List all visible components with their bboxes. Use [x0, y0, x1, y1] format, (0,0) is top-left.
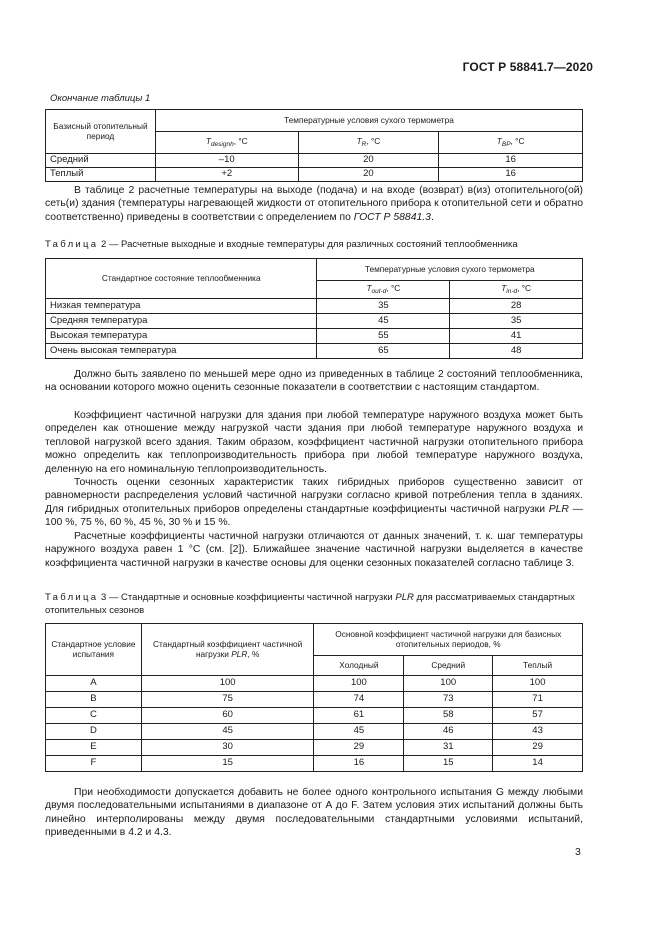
table-cell: 65	[317, 344, 450, 359]
table-cell: 20	[298, 154, 439, 168]
table1-group-header: Температурные условия сухого термометра	[155, 110, 582, 132]
table-cell: 74	[314, 692, 404, 708]
table-row	[46, 344, 583, 359]
table-row	[46, 314, 583, 329]
table-row	[46, 329, 583, 344]
table-cell: 16	[314, 756, 404, 772]
table-cell: 45	[141, 724, 314, 740]
table2-caption: Таблица 2 — Расчетные выходные и входные температуры для различных состояний теплообменника	[45, 239, 518, 250]
table2-col-header: $T_{in-d}$, °C	[450, 281, 583, 299]
table-cell: 73	[404, 692, 493, 708]
table-cell: E	[46, 740, 142, 756]
table2-row-label: Средняя температура	[46, 314, 317, 329]
table-cell: 35	[317, 299, 450, 314]
table-row	[46, 692, 583, 708]
paragraph: В таблице 2 расчетные температуры на выходе (подача) и на входе (возврат) в(из) отопительного(ой) сеть(и) здания (температуры нагревающей жидкости от отопительного прибора к отопительной сети и обратно соответственно) приведены в соответствии с определением по ГОСТ Р 58841.3.	[45, 185, 583, 223]
table-cell: 41	[450, 329, 583, 344]
table-cell: 75	[141, 692, 314, 708]
table-cell: B	[46, 692, 142, 708]
document-header: ГОСТ Р 58841.7—2020	[462, 60, 593, 74]
table-cell: 100	[314, 676, 404, 692]
table-cell: C	[46, 708, 142, 724]
table2-row-label: Низкая температура	[46, 299, 317, 314]
table3-sub-header: Холодный	[314, 656, 404, 676]
table2-col-header: $T_{out-d}$, °C	[317, 281, 450, 299]
table-row	[46, 299, 583, 314]
table3-sub-header: Средний	[404, 656, 493, 676]
table-cell: 15	[404, 756, 493, 772]
table-cell: 46	[404, 724, 493, 740]
table-cell: 16	[439, 168, 583, 182]
table-cell: 16	[439, 154, 583, 168]
table-row	[46, 154, 583, 168]
table2-row-label: Высокая температура	[46, 329, 317, 344]
table-cell: 45	[317, 314, 450, 329]
table-row	[46, 740, 583, 756]
table1-caption: Окончание таблицы 1	[50, 93, 151, 104]
table-cell: 35	[450, 314, 583, 329]
paragraph: Коэффициент частичной нагрузки для здания при любой температуре наружного воздуха может быть определен как отношение между нагрузкой части здания при любой температуре наружного воздуха и тепловой нагрузкой всего здания. Таким образом, коэффициент частичной нагрузки отопительного прибора можно определить как теплопроизводительность прибора при любой температуре наружного воздуха, деленную на его номинальную теплопроизводительность.	[45, 410, 583, 475]
table-cell: 31	[404, 740, 493, 756]
table2-group-header: Температурные условия сухого термометра	[317, 259, 583, 281]
table1-row-header: Базисный отопительный период	[46, 110, 156, 154]
table-cell: 100	[141, 676, 314, 692]
table3-caption: Таблица 3 — Стандартные и основные коэффициенты частичной нагрузки PLR для рассматриваемых стандартных отопительных сезонов	[45, 592, 575, 616]
table-cell: 48	[450, 344, 583, 359]
table3-sub-header: Теплый	[493, 656, 583, 676]
page-number: 3	[575, 846, 581, 858]
table-cell: 100	[493, 676, 583, 692]
table-cell: 29	[493, 740, 583, 756]
table3-group-header: Основной коэффициент частичной нагрузки для базисных отопительных периодов, %	[314, 624, 583, 656]
table-row	[46, 756, 583, 772]
table1-col-header: $T_{BP}$, °C	[439, 132, 583, 154]
table3-col1-header: Стандартное условие испытания	[46, 624, 142, 676]
table1-col-header: $T_R$, °C	[298, 132, 439, 154]
table-cell: D	[46, 724, 142, 740]
table-cell: 58	[404, 708, 493, 724]
table-cell: 60	[141, 708, 314, 724]
paragraph: При необходимости допускается добавить не более одного контрольного испытания G между любыми двумя последовательными испытаниями в диапазоне от А до F. Затем условия этих испытаний должны быть линейно интерполированы между двумя последовательными стандартными условиями испытаний, приведенными в 4.2 и 4.3.	[45, 787, 583, 839]
table-row	[46, 676, 583, 692]
table-cell: A	[46, 676, 142, 692]
table-row	[46, 168, 583, 182]
table-row	[46, 708, 583, 724]
table-cell: F	[46, 756, 142, 772]
table1-row-label: Теплый	[46, 168, 156, 182]
table1	[45, 109, 583, 182]
table2-row-header: Стандартное состояние теплообменника	[46, 259, 317, 299]
table3	[45, 623, 583, 772]
table-cell: 30	[141, 740, 314, 756]
table-cell: 57	[493, 708, 583, 724]
table-cell: 43	[493, 724, 583, 740]
table1-col-header: $T_{designh}$, °C	[155, 132, 298, 154]
table2	[45, 258, 583, 359]
table-cell: 15	[141, 756, 314, 772]
table-row	[46, 724, 583, 740]
paragraph: Расчетные коэффициенты частичной нагрузки отличаются от данных значений, т. к. шаг температуры наружного воздуха равен 1 °С (см. [2]). Ближайшее значение частичной нагрузки выделяется в качестве коэффициента частичной нагрузки в качестве основы для оценки сезонных показателей согласно таблице 3.	[45, 531, 583, 569]
table-cell: 71	[493, 692, 583, 708]
table-cell: 45	[314, 724, 404, 740]
table-cell: 61	[314, 708, 404, 724]
table-cell: +2	[155, 168, 298, 182]
table3-col2-header: Стандартный коэффициент частичной нагрузки PLR, %	[141, 624, 314, 676]
table-cell: 28	[450, 299, 583, 314]
table2-row-label: Очень высокая температура	[46, 344, 317, 359]
table-cell: 55	[317, 329, 450, 344]
table-cell: 100	[404, 676, 493, 692]
table-cell: 20	[298, 168, 439, 182]
paragraph: Точность оценки сезонных характеристик таких гибридных приборов существенно зависит от равномерности распределения условий частичной нагрузки согласно кривой потребления тепла в зданиях. Для гибридных отопительных приборов определены стандартные коэффициенты частичной нагрузки PLR — 100 %, 75 %, 60 %, 45 %, 30 % и 15 %.	[45, 477, 583, 529]
paragraph: Должно быть заявлено по меньшей мере одно из приведенных в таблице 2 состояний теплообменника, на основании которого можно оценить сезонные показатели в соответствии с настоящим стандартом.	[45, 369, 583, 394]
table1-row-label: Средний	[46, 154, 156, 168]
table-cell: 29	[314, 740, 404, 756]
table-cell: 14	[493, 756, 583, 772]
table-cell: –10	[155, 154, 298, 168]
